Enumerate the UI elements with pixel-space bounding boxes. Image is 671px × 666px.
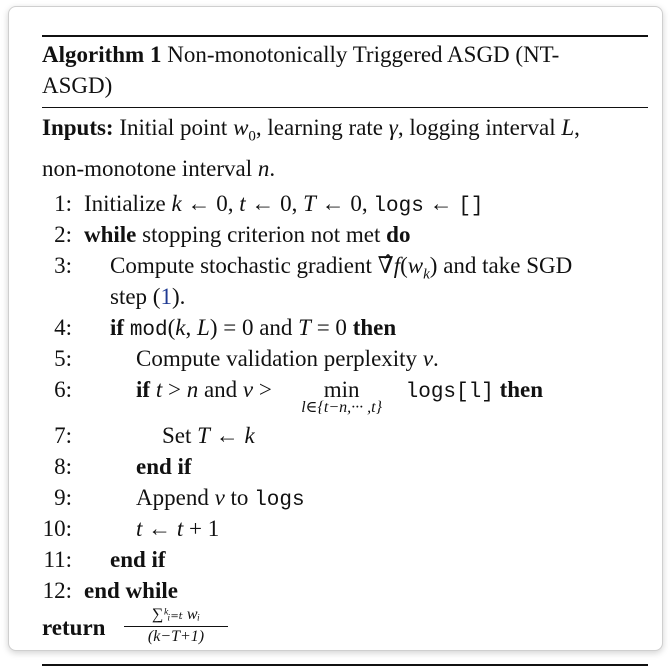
math-op: = 0 [310, 314, 353, 340]
algo-line-4 [42, 312, 648, 343]
line-number: 5: [54, 345, 72, 371]
line-text: to [224, 484, 255, 510]
math-op: ( [400, 252, 408, 278]
algo-line-1 [42, 188, 648, 219]
keyword-if: if [110, 314, 125, 340]
math-op: ← [209, 422, 245, 448]
algorithm-header [42, 39, 648, 101]
line-content [84, 219, 410, 250]
inputs-text: non-monotone interval [42, 155, 253, 181]
math-var: T [197, 422, 210, 448]
min-text: min [323, 376, 360, 402]
inputs-text: . [269, 155, 276, 181]
math-sub: 0 [248, 128, 256, 145]
algo-line-6 [42, 374, 648, 420]
math-sub: k [423, 266, 430, 283]
math-var: k [244, 422, 255, 448]
header-rule [42, 107, 648, 108]
algo-line-8 [42, 451, 648, 482]
algo-line-11 [42, 544, 648, 575]
line-number: 4: [54, 314, 72, 340]
inputs-text: , learning rate [255, 115, 383, 140]
math-var: v [242, 376, 254, 402]
line-text: step ( [110, 283, 161, 309]
keyword-end-if: end if [136, 453, 192, 479]
bottom-rule [42, 664, 648, 666]
line-number: 11: [43, 546, 72, 572]
line-number: 7: [54, 422, 72, 448]
math-op: ) [429, 252, 438, 278]
keyword-while: while [84, 221, 137, 247]
algorithm-box [42, 35, 648, 666]
line-text: ). [171, 283, 186, 309]
keyword-do: do [386, 221, 411, 247]
line-text: Set [162, 422, 198, 448]
line-text: and [198, 376, 243, 402]
keyword-if: if [136, 376, 151, 402]
math-var: v [214, 484, 225, 510]
keyword-end-while: end while [84, 577, 178, 603]
math-var: t [176, 515, 184, 541]
line-number: 10: [42, 515, 72, 541]
keyword-end-if: end if [110, 546, 166, 572]
math-op: ← 0, [315, 190, 374, 216]
code-text: logs[l] [405, 380, 494, 404]
math-var: T [303, 190, 316, 216]
math-var: γ [388, 115, 398, 140]
math-var: T [298, 314, 311, 340]
algo-line-3-cont [42, 281, 648, 312]
fraction-numerator: ∑ᵏᵢ₌ₜ wᵢ [151, 605, 201, 623]
math-var: t [155, 376, 163, 402]
math-var: w [233, 115, 249, 140]
line-content [162, 420, 255, 451]
line-number: 3: [54, 252, 72, 278]
math-op: ← 0, [245, 190, 304, 216]
inputs-block [42, 112, 648, 184]
math-var: t [239, 190, 246, 216]
math-op: ← [142, 515, 177, 541]
line-text: Compute validation perplexity [136, 345, 423, 371]
keyword-then: then [499, 376, 544, 402]
algo-line-10 [42, 513, 648, 544]
math-var: L [561, 115, 575, 140]
algo-line-7 [42, 420, 648, 451]
math-var: k [175, 314, 186, 340]
math-op: + 1 [183, 515, 220, 541]
math-var: L [197, 314, 210, 340]
code-text: [] [458, 194, 484, 218]
line-content [110, 281, 185, 312]
return-fraction [124, 606, 228, 647]
math-op: > [253, 376, 278, 402]
line-content [136, 513, 219, 544]
line-text: stopping criterion not met [136, 221, 387, 247]
algo-line-2 [42, 219, 648, 250]
algorithm-label: Algorithm 1 [42, 42, 162, 67]
line-number: 12: [42, 577, 72, 603]
math-op: > [162, 376, 187, 402]
inputs-text: Initial point [119, 115, 228, 140]
line-number: 1: [54, 190, 72, 216]
math-var: v [422, 345, 434, 371]
keyword-return: return [42, 614, 106, 640]
line-number: 6: [54, 376, 72, 402]
line-number: 8: [54, 453, 72, 479]
inputs-text: , logging interval [397, 115, 556, 140]
algo-line-5 [42, 343, 648, 374]
line-content [136, 343, 439, 374]
line-text: . [433, 345, 439, 371]
math-op: ∇̂ [377, 252, 394, 278]
keyword-then: then [352, 314, 397, 340]
line-content [110, 312, 396, 346]
code-text: mod [129, 318, 168, 342]
line-content [136, 374, 544, 416]
algorithm-title: Non-monotonically Triggered ASGD (NT- [167, 42, 560, 67]
fraction-denominator: (k−T+1) [147, 627, 205, 645]
algo-line-9 [42, 482, 648, 513]
top-rule [42, 35, 648, 37]
code-text: logs [373, 194, 424, 218]
keyword-text: Initialize [84, 190, 166, 216]
line-text: Append [136, 484, 215, 510]
inputs-label: Inputs: [42, 115, 114, 140]
line-number: 9: [54, 484, 72, 510]
math-op: ← [423, 190, 459, 216]
math-var: n [186, 376, 199, 402]
line-text: and take SGD [437, 252, 573, 278]
line-content [84, 188, 484, 222]
math-var: w [407, 252, 424, 278]
return-statement [42, 606, 648, 652]
math-var: f [393, 252, 401, 278]
algo-line-3 [42, 250, 648, 281]
equation-link[interactable]: 1 [160, 283, 172, 309]
math-var: n [257, 155, 270, 181]
line-number: 2: [54, 221, 72, 247]
math-op: ( [167, 314, 176, 340]
math-var: t [136, 515, 143, 541]
math-var: k [171, 190, 182, 216]
line-text: Compute stochastic gradient [110, 252, 378, 278]
math-op: ) = 0 and [209, 314, 299, 340]
min-subscript: l∈{t−n,··· ,t} [301, 398, 382, 416]
algorithm-steps [42, 188, 648, 606]
inputs-text: , [574, 115, 580, 140]
algorithm-title-cont: ASGD) [42, 73, 113, 98]
min-operator [278, 374, 406, 416]
math-op: ← 0, [181, 190, 240, 216]
math-op: , [185, 314, 198, 340]
algo-line-12 [42, 575, 648, 606]
algorithm-card [8, 6, 663, 651]
code-text: logs [254, 488, 305, 512]
line-content [136, 482, 305, 516]
